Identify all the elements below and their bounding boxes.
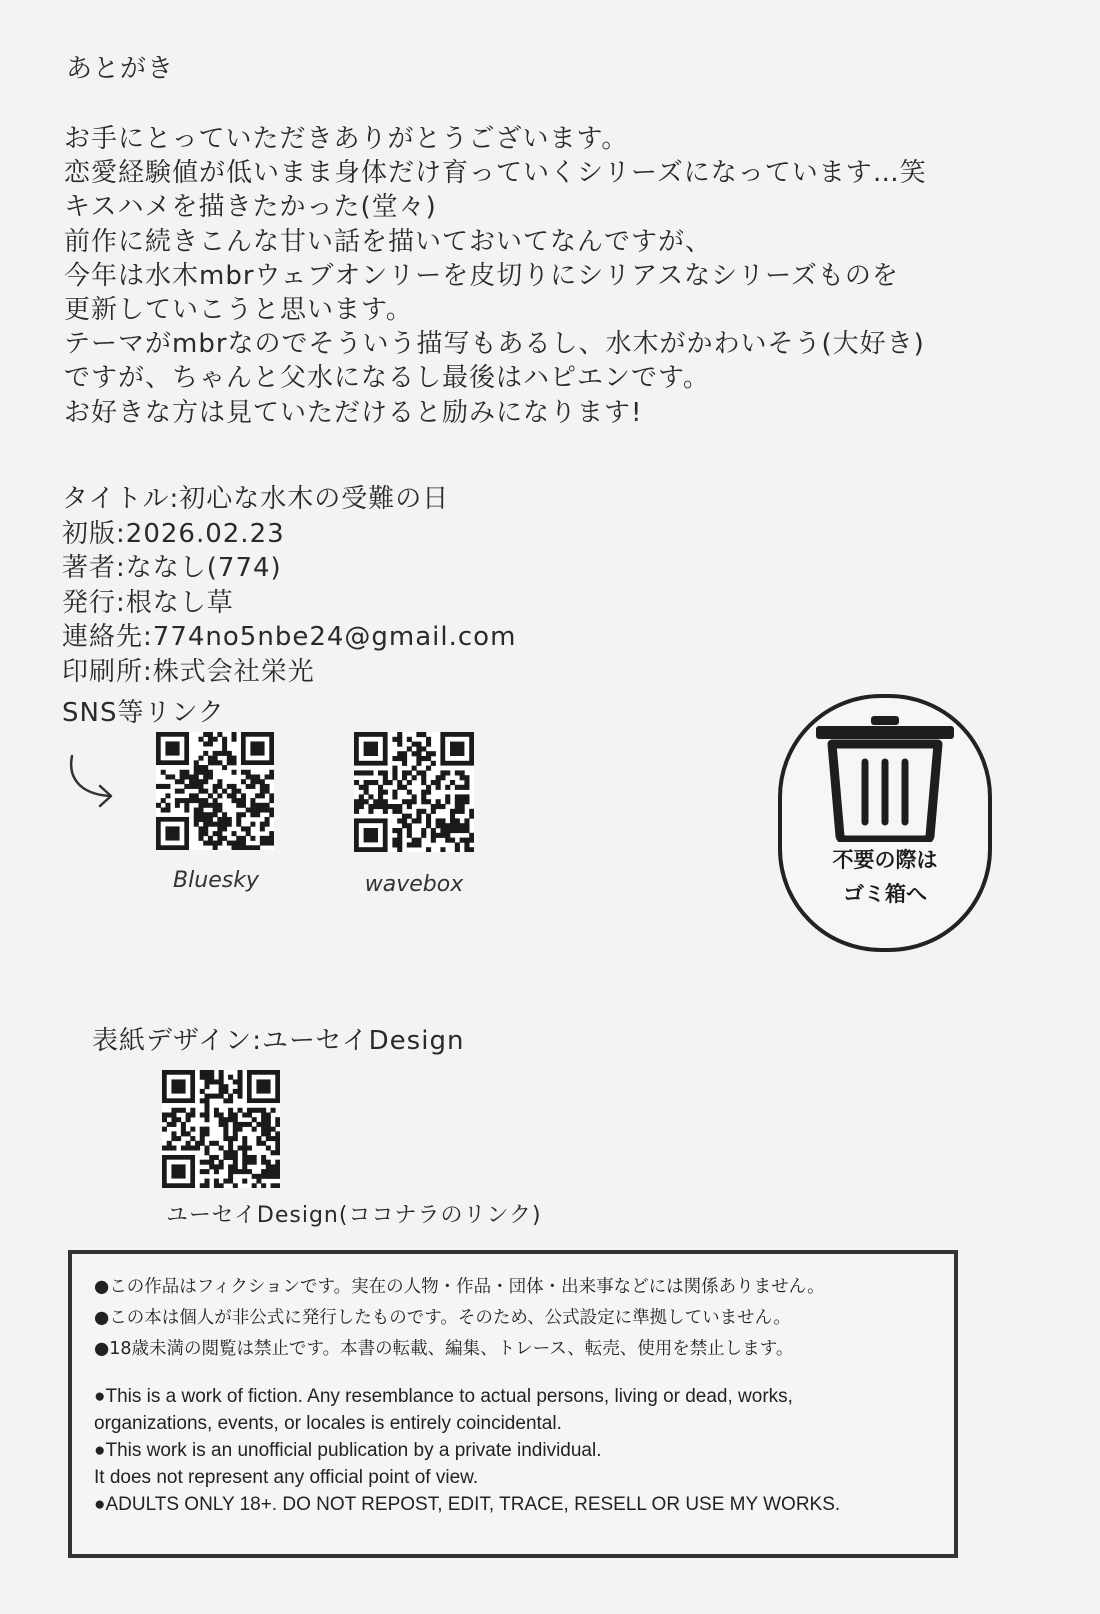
disclaimer-jp-line: ●この作品はフィクションです。実在の人物・作品・団体・出来事などには関係ありません。 bbox=[94, 1277, 825, 1297]
message-line: 恋愛経験値が低いまま身体だけ育っていくシリーズになっています…笑 bbox=[64, 158, 927, 189]
colophon-label: 連絡先 bbox=[62, 622, 144, 653]
colophon-title: タイトル:初心な水木の受難の日 bbox=[62, 484, 450, 514]
message-line: ですが、ちゃんと父水になるし最後はハピエンです。 bbox=[64, 363, 710, 394]
wavebox-qr-code[interactable] bbox=[354, 732, 474, 852]
disclaimer-en-line: It does not represent any official point of view. bbox=[94, 1467, 479, 1488]
cover-designer-qr-code[interactable] bbox=[162, 1070, 280, 1188]
colophon-label: タイトル bbox=[62, 484, 170, 514]
trash-text-line1: 不要の際は bbox=[832, 848, 938, 872]
colophon-label: 初版 bbox=[62, 518, 117, 549]
cover-designer-name: ユーセイDesign bbox=[261, 1026, 465, 1056]
message-line: お好きな方は見ていただけると励みになります! bbox=[64, 397, 643, 428]
afterword-message bbox=[64, 122, 927, 430]
qr-pattern bbox=[162, 1070, 280, 1188]
colophon-printer: 印刷所:株式会社栄光 bbox=[62, 656, 315, 687]
wavebox-caption: wavebox bbox=[364, 872, 464, 897]
disclaimer-box bbox=[68, 1250, 958, 1558]
cover-designer-qr-caption: ユーセイDesign(ココナラのリンク) bbox=[166, 1203, 542, 1228]
disclaimer-en-line: ●This is a work of fiction. Any resemblance to actual persons, living or dead, works, bbox=[94, 1386, 793, 1407]
colophon-value: 2026.02.23 bbox=[125, 518, 285, 549]
message-line: キスハメを描きたかった(堂々) bbox=[64, 192, 437, 223]
colophon-value: ななし(774) bbox=[125, 553, 282, 584]
bluesky-caption: Bluesky bbox=[173, 868, 259, 893]
qr-pattern bbox=[354, 732, 474, 852]
colophon-value: 根なし草 bbox=[125, 587, 234, 618]
colophon-label: 印刷所 bbox=[62, 656, 144, 687]
disclaimer-en-line: ●ADULTS ONLY 18+. DO NOT REPOST, EDIT, TRACE, RESELL OR USE MY WORKS. bbox=[94, 1494, 841, 1515]
disclaimer-jp-line: ●18歳未満の閲覧は禁止です。本書の転載、編集、トレース、転売、使用を禁止します。 bbox=[94, 1339, 794, 1359]
cover-design-credit: 表紙デザイン:ユーセイDesign bbox=[92, 1026, 465, 1056]
afterword-heading: あとがき bbox=[66, 54, 175, 84]
colophon-publisher: 発行:根なし草 bbox=[62, 587, 234, 618]
colophon-first-edition: 初版:2026.02.23 bbox=[62, 518, 285, 549]
colophon-author: 著者:ななし(774) bbox=[62, 553, 282, 584]
disclaimer-jp-line: ●この本は個人が非公式に発行したものです。そのため、公式設定に準拠していません。 bbox=[94, 1308, 791, 1328]
trash-disposal-badge bbox=[778, 694, 992, 952]
contact-email: 774no5nbe24@gmail.com bbox=[152, 622, 517, 653]
bluesky-qr-code[interactable] bbox=[156, 732, 274, 850]
disclaimer-en-line: organizations, events, or locales is entirely coincidental. bbox=[94, 1413, 562, 1434]
trash-text-line2: ゴミ箱へ bbox=[843, 882, 927, 906]
colophon-value: 初心な水木の受難の日 bbox=[179, 484, 450, 514]
colophon-label: 著者 bbox=[62, 553, 117, 584]
qr-pattern bbox=[156, 732, 274, 850]
message-line: 前作に続きこんな甘い話を描いておいてなんですが、 bbox=[64, 226, 713, 257]
colophon-contact: 連絡先:774no5nbe24@gmail.com bbox=[62, 622, 517, 653]
curved-arrow-icon bbox=[64, 752, 120, 812]
colophon-label: 発行 bbox=[62, 587, 117, 618]
message-line: 更新していこうと思います。 bbox=[64, 295, 413, 326]
cover-design-label: 表紙デザイン bbox=[92, 1026, 253, 1056]
message-line: テーマがmbrなのでそういう描写もあるし、水木がかわいそう(大好き) bbox=[64, 329, 925, 360]
message-line: 今年は水木mbrウェブオンリーを皮切りにシリアスなシリーズものを bbox=[64, 260, 899, 291]
colophon-value: 株式会社栄光 bbox=[152, 656, 315, 687]
trash-can-icon bbox=[812, 716, 958, 842]
message-line: お手にとっていただきありがとうございます。 bbox=[64, 124, 629, 154]
disclaimer-en-line: ●This work is an unofficial publication by a private individual. bbox=[94, 1440, 602, 1461]
sns-links-label: SNS等リンク bbox=[62, 698, 225, 728]
colophon bbox=[62, 482, 516, 690]
